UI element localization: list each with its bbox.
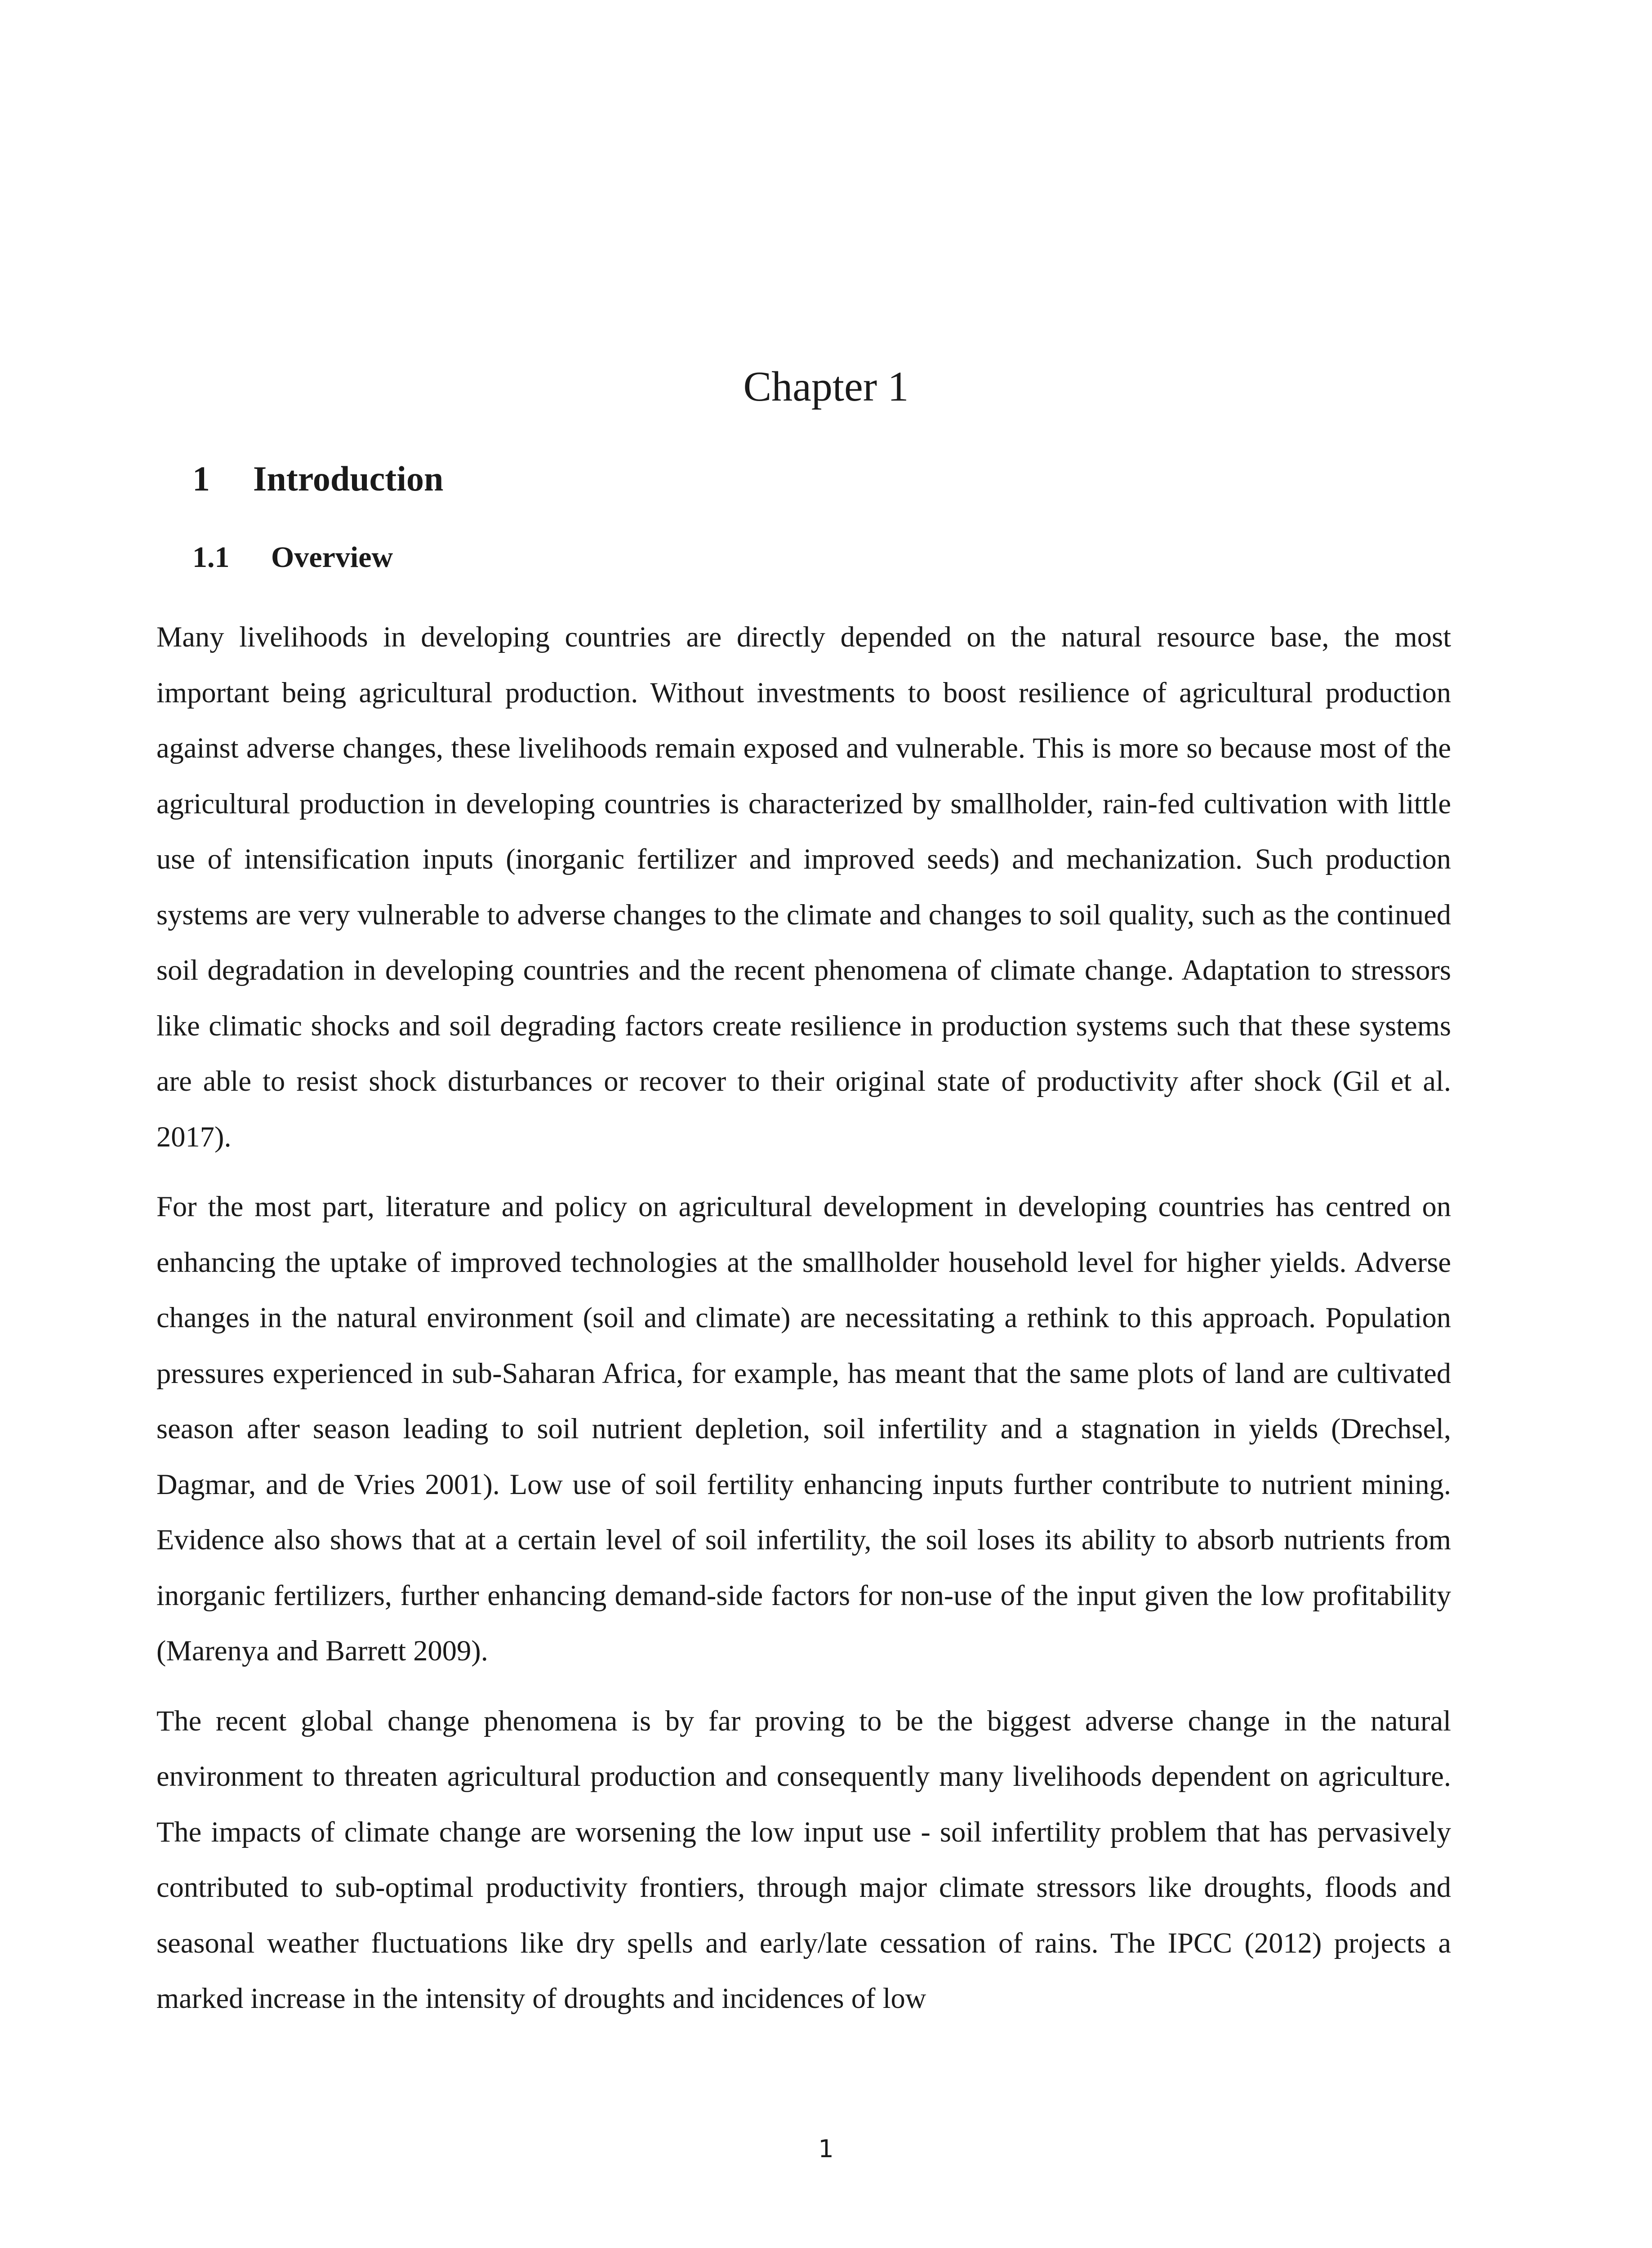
chapter-title: Chapter 1	[743, 363, 909, 410]
section-title: Introduction	[253, 459, 444, 498]
paragraph-1: Many livelihoods in developing countries are directly depended on the natural resource base, the most important being agricultural production. Without investments to boost resilience of agricultural production against adverse changes, these livelihoods remain exposed and vulnerable. This is more so because most of the agricultural production in developing countries is characterized by smallholder, rain-fed cultivation with little use of intensification inputs (inorganic fertilizer and improved seeds) and mechanization. Such production systems are very vulnerable to adverse changes to the climate and changes to soil quality, such as the continued soil degradation in developing countries and the recent phenomena of climate change. Adaptation to stressors like climatic shocks and soil degrading factors create resilience in production systems such that these systems are able to resist shock disturbances or recover to their original state of productivity after shock (Gil et al. 2017).	[156, 621, 1451, 1153]
section-heading	[192, 456, 443, 501]
subsection-heading	[192, 537, 393, 578]
paragraph-3: The recent global change phenomena is by far proving to be the biggest adverse change in the natural environment to threaten agricultural production and consequently many livelihoods dependent on agriculture. The impacts of climate change are worsening the low input use - soil infertility problem that has pervasively contributed to sub-optimal productivity frontiers, through major climate stressors like droughts, floods and seasonal weather fluctuations like dry spells and early/late cessation of rains. The IPCC (2012) projects a marked increase in the intensity of droughts and incidences of low	[156, 1704, 1451, 2014]
subsection-number: 1.1	[192, 541, 230, 574]
body-text	[156, 609, 1451, 2041]
subsection-title: Overview	[271, 541, 393, 574]
paragraph-2: For the most part, literature and policy on agricultural development in developing countries has centred on enhancing the uptake of improved technologies at the smallholder household level for higher yields. Adverse changes in the natural environment (soil and climate) are necessitating a rethink to this approach. Population pressures experienced in sub-Saharan Africa, for example, has meant that the same plots of land are cultivated season after season leading to soil nutrient depletion, soil infertility and a stagnation in yields (Drechsel, Dagmar, and de Vries 2001). Low use of soil fertility enhancing inputs further contribute to nutrient mining. Evidence also shows that at a certain level of soil infertility, the soil loses its ability to absorb nutrients from inorganic fertilizers, further enhancing demand-side factors for non-use of the input given the low profitability (Marenya and Barrett 2009).	[156, 1191, 1451, 1667]
page-number: 1	[818, 2135, 834, 2163]
section-number: 1	[192, 459, 210, 498]
